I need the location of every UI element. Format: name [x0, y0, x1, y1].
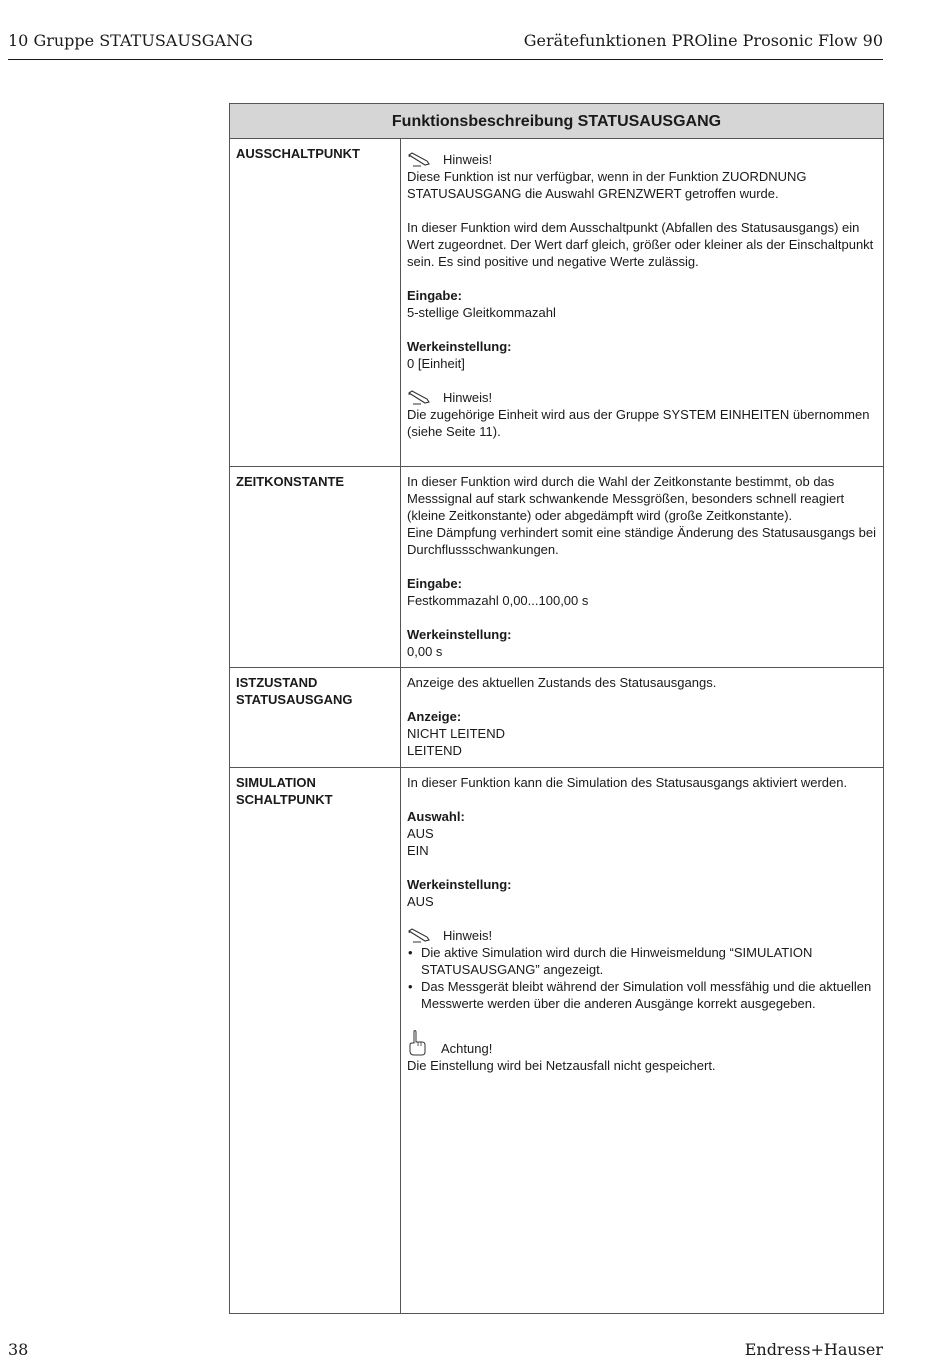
- table-row: [230, 139, 884, 467]
- note-label: Hinweis!: [443, 152, 493, 167]
- option-value: EIN: [407, 843, 429, 858]
- description-text: Eine Dämpfung verhindert somit eine ständige Änderung des Statusausgangs bei Durchflussschwankungen.: [407, 525, 877, 557]
- option-value: LEITEND: [407, 743, 462, 758]
- function-name: AUSSCHALTPUNKT: [230, 139, 401, 467]
- pointing-hand-icon: [407, 1029, 429, 1057]
- warning-label: Achtung!: [441, 1041, 493, 1056]
- description-text: In dieser Funktion wird durch die Wahl der Zeitkonstante bestimmt, ob das Messsignal auf stark schwankende Messgrößen, besonders schnell reagiert (kleine Zeitkonstante) oder abgedämpft wird (große Zeitkonstante).: [407, 474, 845, 523]
- input-value: 5-stellige Gleitkommazahl: [407, 305, 556, 320]
- select-label: Auswahl:: [407, 809, 465, 824]
- option-value: NICHT LEITEND: [407, 726, 505, 741]
- description-text: In dieser Funktion kann die Simulation des Statusausgangs aktiviert werden.: [407, 775, 848, 790]
- note-heading: [407, 151, 877, 168]
- function-description: [401, 668, 884, 768]
- table-row: [230, 768, 884, 1314]
- table-row: [230, 467, 884, 668]
- function-name: ZEITKONSTANTE: [230, 467, 401, 668]
- list-item: • Das Messgerät bleibt während der Simulation voll messfähig und die aktuellen Messwerte werden über die anderen Ausgänge korrekt ausgegeben.: [407, 978, 877, 1012]
- page-number: 38: [8, 1340, 29, 1359]
- pencil-note-icon: [407, 152, 431, 168]
- default-label: Werkeinstellung:: [407, 339, 512, 354]
- table-title: Funktionsbeschreibung STATUSAUSGANG: [230, 104, 884, 139]
- note-text: Diese Funktion ist nur verfügbar, wenn in der Funktion ZUORDNUNG: [407, 169, 807, 184]
- function-description: [401, 768, 884, 1314]
- description-text: In dieser Funktion wird dem Ausschaltpunkt (Abfallen des Statusausgangs) ein Wert zugeordnet. Der Wert darf gleich, größer oder kleiner als der Einschaltpunkt sein. Es sind positive und negative Werte zulässig.: [407, 220, 874, 269]
- input-value: Festkommazahl 0,00...100,00 s: [407, 593, 589, 608]
- pencil-note-icon: [407, 928, 431, 944]
- function-description-table: [229, 103, 884, 1314]
- note-heading: [407, 927, 877, 944]
- function-name: ISTZUSTAND STATUSAUSGANG: [230, 668, 401, 768]
- page-header: [8, 31, 883, 50]
- description-text: Anzeige des aktuellen Zustands des Statusausgangs.: [407, 675, 717, 690]
- note-label: Hinweis!: [443, 928, 493, 943]
- function-description: [401, 467, 884, 668]
- input-label: Eingabe:: [407, 576, 462, 591]
- default-label: Werkeinstellung:: [407, 627, 512, 642]
- warning-heading: [407, 1029, 877, 1057]
- note-heading: [407, 389, 877, 406]
- header-document-title: Gerätefunktionen PROline Prosonic Flow 90: [523, 31, 883, 50]
- display-label: Anzeige:: [407, 709, 462, 724]
- pencil-note-icon: [407, 390, 431, 406]
- note-label: Hinweis!: [443, 390, 493, 405]
- header-rule: [8, 59, 883, 60]
- function-description: [401, 139, 884, 467]
- input-label: Eingabe:: [407, 288, 462, 303]
- note-text: Die zugehörige Einheit wird aus der Gruppe SYSTEM EINHEITEN übernommen (siehe Seite 11).: [407, 407, 870, 439]
- default-value: 0,00 s: [407, 644, 443, 659]
- note-bullet-list: [407, 944, 877, 1012]
- function-name: SIMULATION SCHALTPUNKT: [230, 768, 401, 1314]
- default-value: 0 [Einheit]: [407, 356, 465, 371]
- default-label: Werkeinstellung:: [407, 877, 512, 892]
- default-value: AUS: [407, 894, 434, 909]
- option-value: AUS: [407, 826, 434, 841]
- warning-text: Die Einstellung wird bei Netzausfall nicht gespeichert.: [407, 1058, 716, 1073]
- list-item: • Die aktive Simulation wird durch die Hinweismeldung “SIMULATION STATUSAUSGANG” angezeigt.: [407, 944, 877, 978]
- brand-logo-text: Endress+Hauser: [744, 1340, 883, 1359]
- table-row: [230, 668, 884, 768]
- header-chapter: 10 Gruppe STATUSAUSGANG: [8, 31, 253, 50]
- note-text: STATUSAUSGANG die Auswahl GRENZWERT getroffen wurde.: [407, 186, 779, 201]
